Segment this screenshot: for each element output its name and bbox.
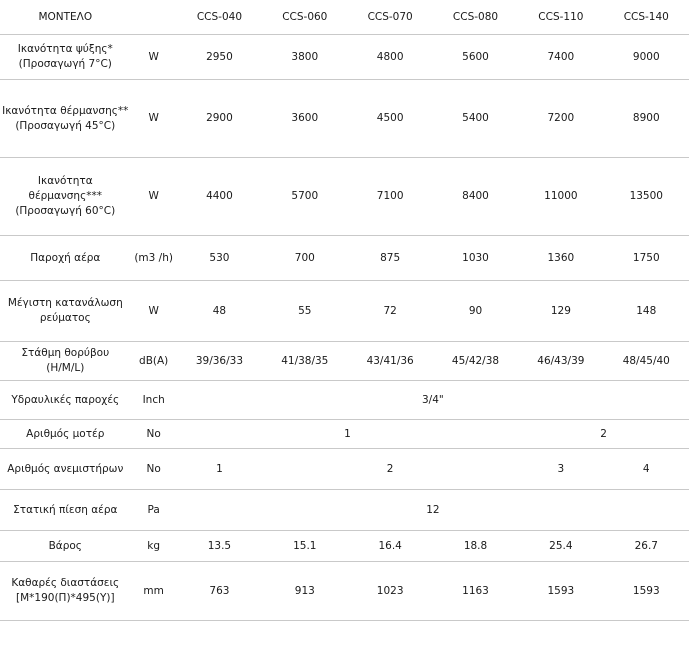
cell-value: 11000	[518, 158, 603, 236]
cell-value: 2900	[177, 80, 262, 158]
row-label: Παροχή αέρα	[0, 236, 131, 281]
cell-value: 1163	[433, 562, 518, 621]
cell-value: 13.5	[177, 531, 262, 562]
cell-value: 45/42/38	[433, 342, 518, 381]
unit-header	[131, 0, 177, 35]
cell-value: 129	[518, 281, 603, 342]
cell-value: 48/45/40	[604, 342, 689, 381]
row-label: Ικανότητα ψύξης* (Προσαγωγή 7°C)	[0, 35, 131, 80]
row-unit: dB(A)	[131, 342, 177, 381]
model-name: CCS-040	[177, 0, 262, 35]
cell-value: 1593	[604, 562, 689, 621]
cell-value: 4500	[347, 80, 432, 158]
row-unit: Pa	[131, 490, 177, 531]
cell-value: 5700	[262, 158, 347, 236]
cell-value-merged: 3/4"	[177, 381, 689, 420]
cell-value: 1593	[518, 562, 603, 621]
table-row-power	[0, 281, 689, 342]
table-row-weight	[0, 531, 689, 562]
row-unit: W	[131, 80, 177, 158]
cell-value: 39/36/33	[177, 342, 262, 381]
cell-value: 3800	[262, 35, 347, 80]
table-row-hydraulic	[0, 381, 689, 420]
cell-value: 8400	[433, 158, 518, 236]
model-name: CCS-140	[604, 0, 689, 35]
row-label: Υδραυλικές παροχές	[0, 381, 131, 420]
cell-value: 1030	[433, 236, 518, 281]
cell-value: 4	[604, 449, 689, 490]
cell-value: 46/43/39	[518, 342, 603, 381]
cell-value: 7400	[518, 35, 603, 80]
cell-value: 4800	[347, 35, 432, 80]
cell-value: 41/38/35	[262, 342, 347, 381]
row-unit: W	[131, 281, 177, 342]
row-unit: No	[131, 420, 177, 449]
cell-value: 25.4	[518, 531, 603, 562]
cell-value: 1	[177, 449, 262, 490]
cell-value: 1750	[604, 236, 689, 281]
row-unit: (m3 /h)	[131, 236, 177, 281]
table-row-cooling	[0, 35, 689, 80]
cell-value: 15.1	[262, 531, 347, 562]
cell-value: 1023	[347, 562, 432, 621]
table-row-heating60	[0, 158, 689, 236]
row-label: Μέγιστη κατανάλωση ρεύματος	[0, 281, 131, 342]
header-row	[0, 0, 689, 35]
cell-value: 5400	[433, 80, 518, 158]
row-unit: W	[131, 158, 177, 236]
model-name: CCS-110	[518, 0, 603, 35]
row-label: Βάρος	[0, 531, 131, 562]
table-row-pressure	[0, 490, 689, 531]
cell-value: 3600	[262, 80, 347, 158]
model-name: CCS-060	[262, 0, 347, 35]
cell-value-merged: 2	[262, 449, 518, 490]
cell-value-merged: 2	[518, 420, 689, 449]
model-name: CCS-080	[433, 0, 518, 35]
cell-value: 7100	[347, 158, 432, 236]
row-unit: Inch	[131, 381, 177, 420]
cell-value: 16.4	[347, 531, 432, 562]
cell-value: 5600	[433, 35, 518, 80]
model-header: ΜΟΝΤΕΛΟ	[0, 0, 131, 35]
table-row-heating45	[0, 80, 689, 158]
table-row-noise	[0, 342, 689, 381]
table-row-motors	[0, 420, 689, 449]
model-name: CCS-070	[347, 0, 432, 35]
row-unit: mm	[131, 562, 177, 621]
cell-value-merged: 12	[177, 490, 689, 531]
cell-value: 13500	[604, 158, 689, 236]
row-unit: No	[131, 449, 177, 490]
cell-value: 90	[433, 281, 518, 342]
table-row-fans	[0, 449, 689, 490]
cell-value: 72	[347, 281, 432, 342]
cell-value: 530	[177, 236, 262, 281]
cell-value: 18.8	[433, 531, 518, 562]
row-label: Καθαρές διαστάσεις [Μ*190(Π)*495(Υ)]	[0, 562, 131, 621]
row-unit: W	[131, 35, 177, 80]
cell-value: 48	[177, 281, 262, 342]
table-row-dimensions	[0, 562, 689, 621]
cell-value: 763	[177, 562, 262, 621]
cell-value: 913	[262, 562, 347, 621]
row-label: Ικανότητα θέρμανσης*** (Προσαγωγή 60°C)	[0, 158, 131, 236]
row-label: Αριθμός μοτέρ	[0, 420, 131, 449]
cell-value: 3	[518, 449, 603, 490]
cell-value-merged: 1	[177, 420, 518, 449]
row-unit: kg	[131, 531, 177, 562]
row-label: Στατική πίεση αέρα	[0, 490, 131, 531]
cell-value: 9000	[604, 35, 689, 80]
cell-value: 7200	[518, 80, 603, 158]
table-row-airflow	[0, 236, 689, 281]
row-label: Ικανότητα θέρμανσης** (Προσαγωγή 45°C)	[0, 80, 131, 158]
cell-value: 875	[347, 236, 432, 281]
row-label: Στάθμη θορύβου (H/M/L)	[0, 342, 131, 381]
cell-value: 8900	[604, 80, 689, 158]
cell-value: 55	[262, 281, 347, 342]
row-label: Αριθμός ανεμιστήρων	[0, 449, 131, 490]
cell-value: 148	[604, 281, 689, 342]
cell-value: 26.7	[604, 531, 689, 562]
cell-value: 1360	[518, 236, 603, 281]
cell-value: 2950	[177, 35, 262, 80]
cell-value: 4400	[177, 158, 262, 236]
cell-value: 700	[262, 236, 347, 281]
cell-value: 43/41/36	[347, 342, 432, 381]
